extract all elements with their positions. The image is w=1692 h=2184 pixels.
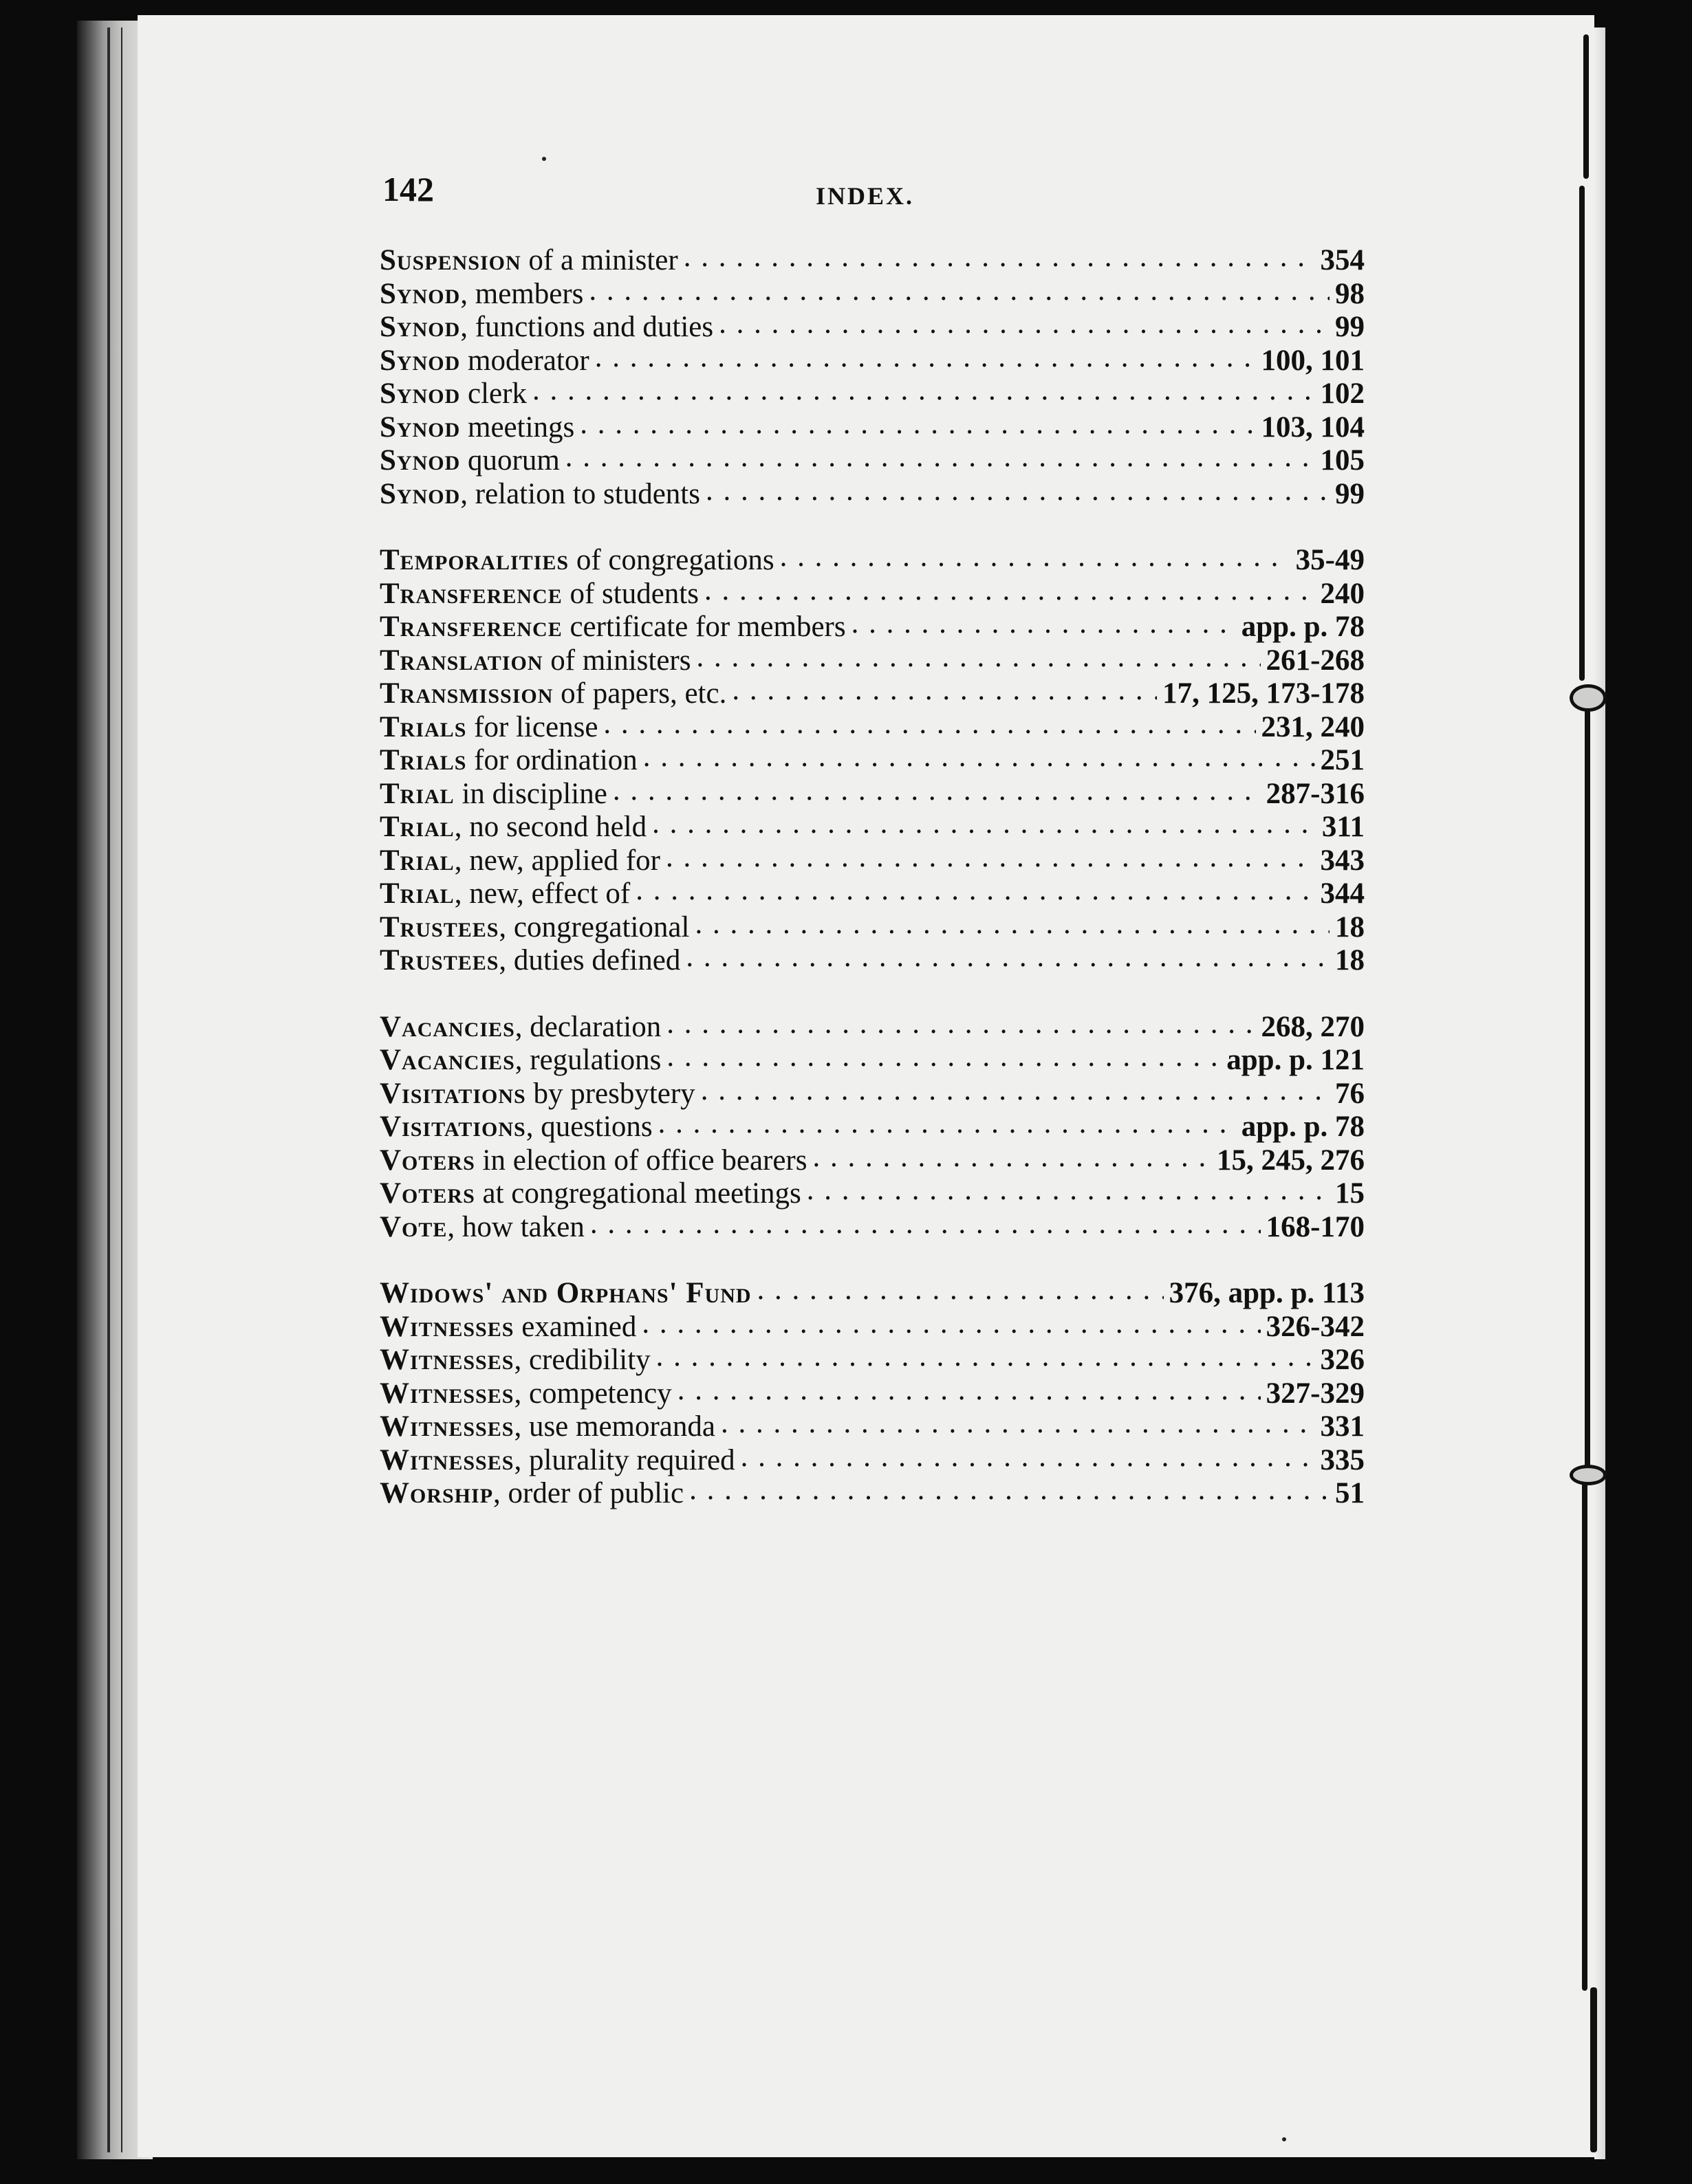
entry-subheading: at congregational meetings (475, 1177, 801, 1210)
entry-pages: 51 (1335, 1477, 1365, 1509)
binding-knot (1570, 1465, 1607, 1485)
dot-leader (580, 407, 1255, 437)
entry-heading: Translation (380, 644, 543, 677)
index-entry (380, 1340, 1365, 1376)
index-entry (380, 1007, 1365, 1043)
entry-heading: Trial (380, 811, 455, 843)
gutter-line (107, 28, 110, 2152)
entry-pages: 35-49 (1295, 544, 1365, 576)
index-entry (380, 1140, 1365, 1177)
entry-pages: 376, app. p. 113 (1169, 1277, 1365, 1309)
entry-pages: 98 (1335, 277, 1365, 310)
entry-subheading: in election of office bearers (475, 1144, 807, 1177)
entry-heading: Synod (380, 311, 461, 343)
index-entry (380, 774, 1365, 810)
dot-leader (684, 240, 1315, 270)
index-entry (380, 807, 1365, 843)
entry-subheading: , relation to students (460, 477, 700, 510)
index-entry (380, 1207, 1365, 1241)
binding-thread (1582, 1482, 1587, 1991)
entry-subheading: , members (460, 277, 584, 310)
entry-pages: 100, 101 (1261, 344, 1365, 377)
entry-subheading: for ordination (466, 744, 638, 776)
entry-pages: 168-170 (1266, 1210, 1365, 1243)
dot-leader (696, 640, 1260, 670)
dot-leader (652, 807, 1316, 836)
entry-subheading: certificate for members (562, 611, 846, 643)
index-entry (380, 940, 1365, 974)
entry-heading: Vacancies (380, 1010, 515, 1043)
dot-leader (721, 1406, 1315, 1436)
dot-leader (719, 307, 1330, 336)
entry-subheading: , how taken (447, 1210, 585, 1243)
dot-leader (613, 774, 1261, 803)
entry-heading: Vacancies (380, 1044, 515, 1076)
index-entry (380, 1040, 1365, 1076)
dot-leader (666, 1007, 1255, 1036)
index-entry (380, 474, 1365, 510)
entry-heading: Trial (380, 844, 455, 877)
entry-subheading: moderator (460, 344, 589, 377)
entry-subheading: , order of public (493, 1477, 684, 1509)
entry-subheading: , questions (525, 1111, 653, 1143)
index-entry (380, 873, 1365, 910)
entry-pages: 331 (1320, 1410, 1365, 1443)
entry-pages: 327-329 (1266, 1377, 1365, 1410)
entry-heading: Witnesses (380, 1344, 514, 1376)
index-entry (380, 340, 1365, 377)
entry-pages: 261-268 (1266, 644, 1365, 677)
dot-leader (643, 740, 1315, 769)
entry-pages: 251 (1320, 744, 1365, 776)
entry-subheading: , duties defined (499, 944, 681, 976)
entry-pages: 105 (1320, 444, 1365, 477)
dot-leader (590, 1207, 1261, 1236)
dot-leader (852, 607, 1236, 636)
entry-subheading: , new, effect of (454, 877, 631, 910)
entry-heading: Synod (380, 411, 461, 444)
entry-subheading: of congregations (569, 544, 774, 576)
index-entry (380, 1473, 1365, 1507)
binding-thread (1590, 1987, 1597, 2152)
entry-subheading: for license (466, 710, 598, 743)
entry-heading: Trials (380, 744, 467, 776)
entry-pages: 343 (1320, 844, 1365, 877)
entry-subheading: quorum (460, 444, 560, 477)
entry-subheading: of ministers (543, 644, 691, 677)
entry-pages: 354 (1320, 244, 1365, 276)
entry-pages: 326-342 (1266, 1310, 1365, 1343)
index-entry (380, 1173, 1365, 1210)
index-entry (380, 274, 1365, 310)
entry-subheading: , declaration (514, 1010, 662, 1043)
dot-leader (656, 1340, 1315, 1369)
dot-leader (666, 1040, 1221, 1069)
index-entry (380, 640, 1365, 677)
entry-heading: Trustees (380, 944, 499, 976)
entry-pages: 17, 125, 173-178 (1162, 677, 1365, 710)
entry-heading: Vote (380, 1210, 448, 1243)
dot-leader (603, 707, 1255, 736)
index-entry (380, 240, 1365, 274)
index-entry (380, 540, 1365, 574)
index-group (380, 240, 1365, 510)
dot-leader (532, 373, 1315, 403)
speck (1282, 2137, 1286, 2141)
index-entry (380, 407, 1365, 444)
entry-pages: 102 (1320, 378, 1365, 410)
dot-leader (741, 1440, 1315, 1470)
page-number: 142 (382, 170, 434, 208)
entry-pages: 231, 240 (1261, 710, 1365, 743)
entry-subheading: , new, applied for (454, 844, 661, 877)
entry-heading: Witnesses (380, 1410, 514, 1443)
entry-heading: Trustees (380, 910, 499, 943)
entry-heading: Witnesses (380, 1443, 514, 1476)
entry-pages: 240 (1320, 577, 1365, 610)
index-entry (380, 574, 1365, 610)
index-entry (380, 1073, 1365, 1110)
entry-heading: Voters (380, 1144, 475, 1177)
index-entry (380, 1307, 1365, 1343)
entry-pages: 18 (1335, 944, 1365, 976)
entry-subheading: clerk (460, 378, 527, 410)
dot-leader (565, 440, 1315, 470)
binding-thread (1583, 34, 1589, 179)
index-entry (380, 1106, 1365, 1143)
entry-heading: Synod (380, 444, 461, 477)
dot-leader (666, 840, 1314, 870)
binding-thread (1585, 708, 1590, 1472)
dot-leader (595, 340, 1256, 370)
entry-heading: Synod (380, 378, 461, 410)
dot-leader (780, 540, 1290, 569)
gutter-line (121, 28, 122, 2152)
entry-pages: 15 (1335, 1177, 1365, 1210)
entry-heading: Worship (380, 1477, 494, 1509)
index-entry (380, 673, 1365, 710)
dot-leader (701, 1073, 1330, 1103)
entry-subheading: meetings (460, 411, 575, 444)
entry-pages: 76 (1335, 1077, 1365, 1110)
entry-heading: Visitations (380, 1111, 526, 1143)
dot-leader (686, 940, 1330, 970)
index-list (380, 240, 1365, 1540)
dot-leader (813, 1140, 1212, 1170)
dot-leader (636, 873, 1314, 903)
index-entry (380, 1273, 1365, 1307)
entry-heading: Synod (380, 277, 461, 310)
index-entry (380, 373, 1365, 410)
entry-heading: Trial (380, 877, 455, 910)
index-entry (380, 607, 1365, 643)
binding-knot (1570, 684, 1607, 712)
entry-heading: Synod (380, 344, 461, 377)
entry-heading: Visitations (380, 1077, 526, 1110)
dot-leader (706, 474, 1330, 503)
entry-pages: 311 (1321, 811, 1365, 843)
entry-subheading: , regulations (514, 1044, 662, 1076)
right-margin-dark (1594, 15, 1692, 2161)
entry-pages: 18 (1335, 910, 1365, 943)
index-entry (380, 907, 1365, 941)
entry-subheading: in discipline (454, 777, 607, 810)
dot-leader (704, 574, 1315, 603)
entry-pages: 103, 104 (1261, 411, 1365, 444)
entry-heading: Transference (380, 611, 563, 643)
index-group (380, 1273, 1365, 1507)
entry-pages: 99 (1335, 477, 1365, 510)
index-entry (380, 707, 1365, 741)
entry-subheading: , no second held (454, 811, 647, 843)
binding-thread (1579, 186, 1585, 681)
index-entry (380, 840, 1365, 877)
entry-subheading: , competency (514, 1377, 672, 1410)
index-entry (380, 307, 1365, 343)
entry-pages: 335 (1320, 1443, 1365, 1476)
entry-pages: 326 (1320, 1344, 1365, 1376)
dot-leader (642, 1307, 1260, 1336)
index-entry (380, 1373, 1365, 1410)
entry-pages: app. p. 78 (1241, 611, 1365, 643)
entry-pages: 99 (1335, 311, 1365, 343)
running-head: INDEX. (816, 182, 915, 210)
dot-leader (658, 1106, 1236, 1136)
entry-pages: 344 (1320, 877, 1365, 910)
dot-leader (589, 274, 1330, 303)
entry-heading: Suspension (380, 244, 521, 276)
entry-heading: Transference (380, 577, 563, 610)
right-page-edge (1594, 28, 1605, 2159)
dot-leader (677, 1373, 1261, 1403)
entry-subheading: , credibility (514, 1344, 651, 1376)
dot-leader (732, 673, 1157, 703)
index-entry (380, 1440, 1365, 1474)
index-group (380, 1007, 1365, 1241)
entry-heading: Witnesses (380, 1377, 514, 1410)
entry-pages: 268, 270 (1261, 1010, 1365, 1043)
entry-subheading: , congregational (499, 910, 690, 943)
entry-heading: Synod (380, 477, 461, 510)
index-entry (380, 440, 1365, 477)
entry-heading: Voters (380, 1177, 475, 1210)
dot-leader (757, 1273, 1164, 1302)
entry-pages: app. p. 78 (1241, 1111, 1365, 1143)
entry-subheading: of papers, etc. (553, 677, 727, 710)
entry-subheading: of students (562, 577, 699, 610)
index-group (380, 540, 1365, 974)
entry-subheading: examined (514, 1310, 637, 1343)
entry-heading: Witnesses (380, 1310, 514, 1343)
entry-subheading: , plurality required (514, 1443, 735, 1476)
entry-subheading: , use memoranda (514, 1410, 715, 1443)
entry-subheading: of a minister (521, 244, 678, 276)
entry-subheading: by presbytery (525, 1077, 695, 1110)
entry-pages: 15, 245, 276 (1217, 1144, 1365, 1177)
entry-heading: Widows' and Orphans' Fund (380, 1277, 752, 1309)
entry-pages: 287-316 (1266, 777, 1365, 810)
entry-heading: Trials (380, 710, 467, 743)
index-entry (380, 740, 1365, 774)
entry-heading: Temporalities (380, 544, 570, 576)
dot-leader (689, 1473, 1330, 1503)
speck (542, 157, 546, 161)
dot-leader (807, 1173, 1330, 1203)
entry-heading: Trial (380, 777, 455, 810)
entry-subheading: , functions and duties (460, 311, 714, 343)
entry-heading: Transmission (380, 677, 554, 710)
index-entry (380, 1406, 1365, 1443)
dot-leader (695, 907, 1330, 937)
entry-pages: app. p. 121 (1226, 1044, 1365, 1076)
